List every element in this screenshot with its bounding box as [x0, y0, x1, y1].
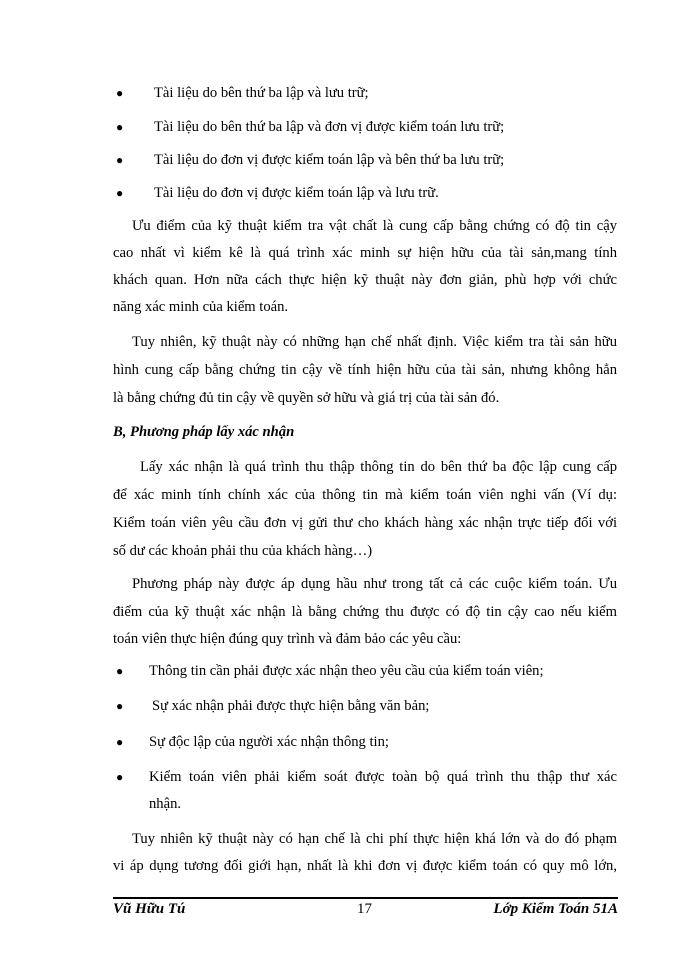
bullet-dot: ●: [116, 186, 124, 200]
paragraph-line: Ưu điểm của kỹ thuật kiểm tra vật chất là cung cấp bằng chứng có độ tin cậy: [132, 218, 617, 234]
bullet-dot: ●: [116, 120, 124, 134]
paragraph-line: Tuy nhiên kỹ thuật này có hạn chế là chi phí thực hiện khá lớn và do đó phạm: [132, 831, 617, 847]
list-item: Sự độc lập của người xác nhận thông tin;: [149, 734, 389, 750]
list-item: Kiểm toán viên phải kiểm soát được toàn bộ quá trình thu thập thư xác: [149, 769, 617, 785]
footer-class-name: Lớp Kiểm Toán 51A: [493, 901, 618, 917]
paragraph-line: hình cung cấp bằng chứng tin cậy về tính hiện hữu của tài sản, nhưng không hẳn: [113, 362, 617, 378]
paragraph-line: cao nhất vì kiểm kê là quá trình xác minh sự hiện hữu của tài sản,mang tính: [113, 245, 617, 261]
section-heading: B, Phương pháp lấy xác nhận: [113, 424, 295, 440]
paragraph-line: năng xác minh của kiểm toán.: [113, 299, 289, 315]
list-item: Tài liệu do đơn vị được kiểm toán lập và lưu trữ.: [154, 185, 439, 201]
paragraph-line: số dư các khoản phải thu của khách hàng…): [113, 543, 373, 559]
list-item: Tài liệu do bên thứ ba lập và lưu trữ;: [154, 85, 369, 101]
paragraph-line: Lấy xác nhận là quá trình thu thập thông tin do bên thứ ba độc lập cung cấp: [140, 459, 617, 475]
list-item: Sự xác nhận phải được thực hiện bằng văn bản;: [152, 698, 430, 714]
footer-author: Vũ Hữu Tú: [113, 901, 186, 917]
paragraph-line: là bằng chứng đủ tin cậy về quyền sở hữu và giá trị của tài sản đó.: [113, 390, 500, 406]
paragraph-line: Phương pháp này được áp dụng hầu như trong tất cả các cuộc kiểm toán. Ưu: [132, 576, 617, 592]
list-item: Tài liệu do đơn vị được kiểm toán lập và bên thứ ba lưu trữ;: [154, 152, 505, 168]
paragraph-line: điểm của kỹ thuật xác nhận là bằng chứng thu được có độ tin cậy cao nếu kiểm: [113, 604, 617, 620]
bullet-dot: ●: [116, 699, 124, 713]
paragraph-line: khách quan. Hơn nữa cách thực hiện kỹ thuật này đơn giản, phù hợp với chức: [113, 272, 617, 288]
footer-divider: [113, 897, 618, 899]
bullet-dot: ●: [116, 86, 124, 100]
list-item: Tài liệu do bên thứ ba lập và đơn vị được kiểm toán lưu trữ;: [154, 119, 505, 135]
bullet-dot: ●: [116, 735, 124, 749]
list-item-continuation: nhận.: [149, 796, 182, 812]
page-number: 17: [357, 901, 372, 917]
paragraph-line: toán viên thực hiện đúng quy trình và đảm bảo các yêu cầu:: [113, 631, 462, 647]
bullet-dot: ●: [116, 770, 124, 784]
paragraph-line: Kiểm toán viên yêu cầu đơn vị gửi thư cho khách hàng xác nhận trực tiếp đối với: [113, 515, 617, 531]
paragraph-line: vi áp dụng tương đối giới hạn, nhất là khi đơn vị được kiểm toán có quy mô lớn,: [113, 858, 617, 874]
paragraph-line: Tuy nhiên, kỹ thuật này có những hạn chế nhất định. Việc kiểm tra tài sản hữu: [132, 334, 617, 350]
list-item: Thông tin cần phải được xác nhận theo yêu cầu của kiểm toán viên;: [149, 663, 544, 679]
bullet-dot: ●: [116, 153, 124, 167]
paragraph-line: để xác minh tính chính xác của thông tin mà kiểm toán viên nghi vấn (Ví dụ:: [113, 487, 617, 503]
bullet-dot: ●: [116, 664, 124, 678]
